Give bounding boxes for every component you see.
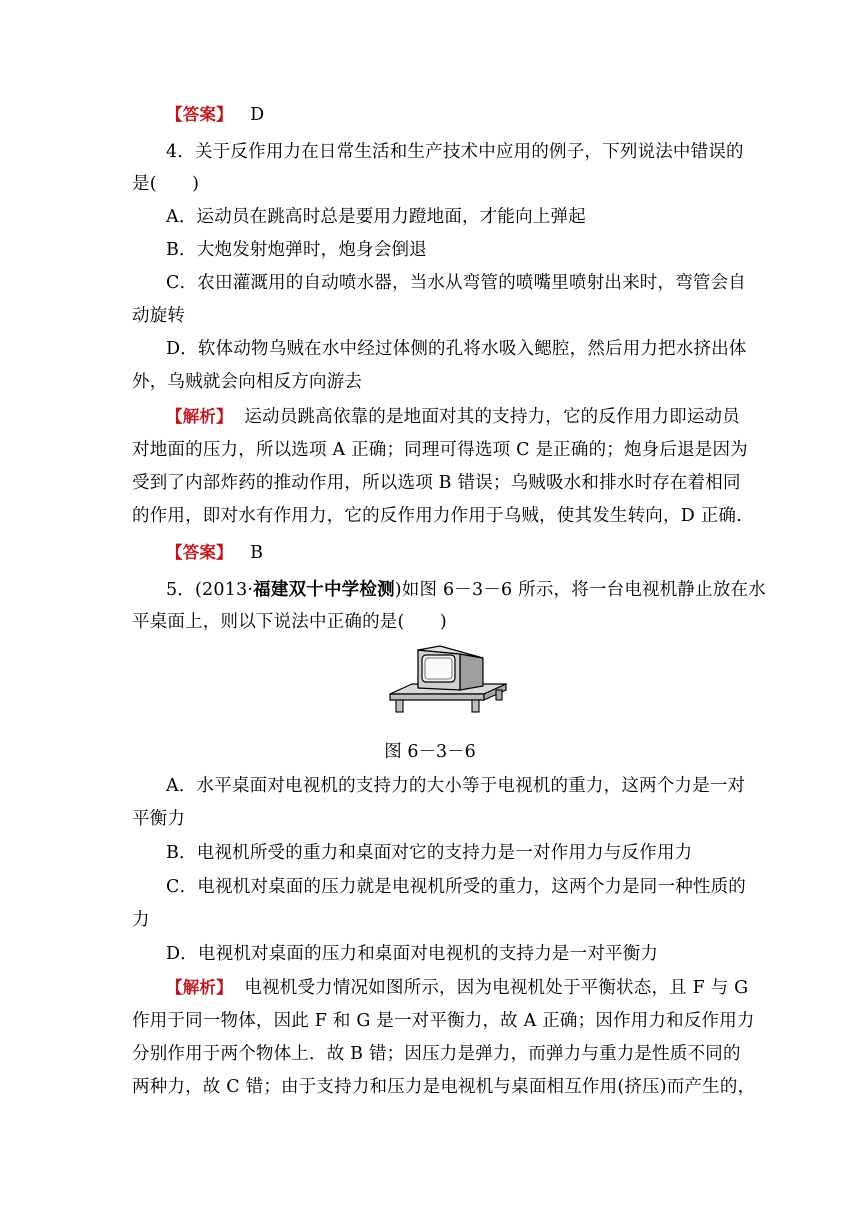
q5-analysis-line3: 分别作用于两个物体上．故 B 错；因压力是弹力，而弹力与重力是性质不同的: [132, 1044, 741, 1064]
answer-line-q3: [166, 103, 732, 127]
answer-value: B: [250, 543, 264, 563]
q4-option-c-line2: 动旋转: [132, 306, 186, 326]
q4-option-a: A．运动员在跳高时总是要用力蹬地面，才能向上弹起: [166, 207, 586, 227]
q5-option-c-line1: C．电视机对桌面的压力就是电视机所受的重力，这两个力是同一种性质的: [166, 877, 746, 897]
answer-line-q4: [166, 541, 732, 565]
figure-caption: 图 6－3－6: [384, 742, 476, 762]
answer-label: 【答案】: [166, 543, 233, 562]
q5-stem-line2: 平桌面上，则以下说法中正确的是( ): [132, 612, 447, 632]
answer-label: 【答案】: [166, 105, 233, 124]
q4-stem-line2: 是( ): [132, 174, 200, 194]
q5-stem-line1: 5．(2013·福建双十中学检测)如图 6－3－6 所示，将一台电视机静止放在水: [166, 580, 766, 600]
q4-stem-line1: 4．关于反作用力在日常生活和生产技术中应用的例子，下列说法中错误的: [166, 142, 744, 162]
q4-analysis-line1: 【解析】 运动员跳高依靠的是地面对其的支持力，它的反作用力即运动员: [166, 407, 740, 427]
q5-option-a-line2: 平衡力: [132, 809, 186, 829]
q5-option-b: B．电视机所受的重力和桌面对它的支持力是一对作用力与反作用力: [166, 843, 693, 863]
q4-analysis-line4: 的作用，即对水有作用力，它的反作用力作用于乌贼，使其发生转向，D 正确.: [132, 506, 742, 526]
tv-on-table-figure: [388, 644, 508, 730]
answer-value: D: [250, 105, 265, 125]
q5-option-d: D．电视机对桌面的压力和桌面对电视机的支持力是一对平衡力: [166, 944, 659, 964]
q4-option-d-line2: 外，乌贼就会向相反方向游去: [132, 372, 363, 392]
analysis-label: 【解析】: [166, 407, 233, 426]
q4-option-b: B．大炮发射炮弹时，炮身会倒退: [166, 240, 427, 260]
q5-analysis-line4: 两种力，故 C 错；由于支持力和压力是电视机与桌面相互作用(挤压)而产生的，: [132, 1077, 756, 1097]
analysis-label: 【解析】: [166, 978, 233, 997]
q5-analysis-line2: 作用于同一物体，因此 F 和 G 是一对平衡力，故 A 正确；因作用力和反作用力: [132, 1011, 755, 1031]
q5-option-c-line2: 力: [132, 910, 150, 930]
q4-option-c-line1: C．农田灌溉用的自动喷水器，当水从弯管的喷嘴里喷射出来时，弯管会自: [166, 273, 746, 293]
q4-analysis-line2: 对地面的压力，所以选项 A 正确；同理可得选项 C 是正确的；炮身后退是因为: [132, 440, 748, 460]
q4-analysis-line3: 受到了内部炸药的推动作用，所以选项 B 错误；乌贼吸水和排水时存在着相同: [132, 473, 741, 493]
q5-option-a-line1: A．水平桌面对电视机的支持力的大小等于电视机的重力，这两个力是一对: [166, 776, 746, 796]
q4-option-d-line1: D．软体动物乌贼在水中经过体侧的孔将水吸入鳃腔，然后用力把水挤出体: [166, 339, 747, 359]
q5-analysis-line1: 【解析】 电视机受力情况如图所示，因为电视机处于平衡状态，且 F 与 G: [166, 978, 749, 998]
q5-source: 福建双十中学检测: [253, 580, 395, 600]
